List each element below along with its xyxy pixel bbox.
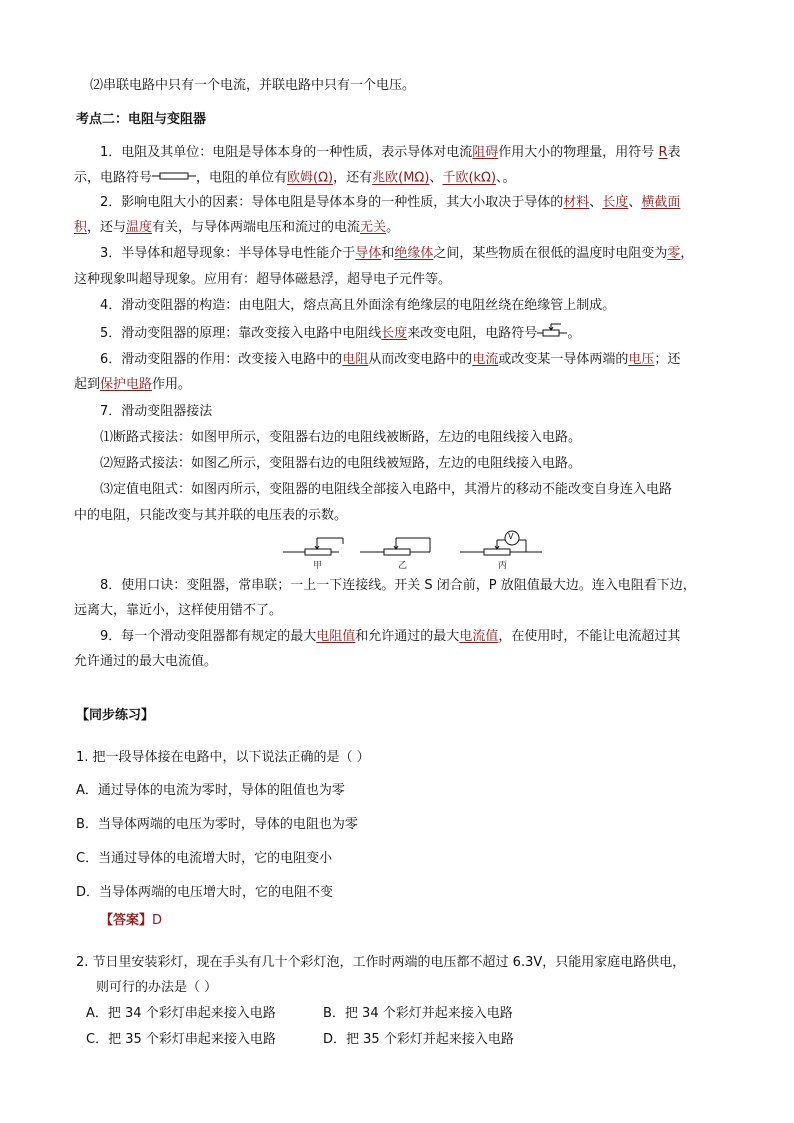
text: 或改变某一导体两端的 xyxy=(498,352,629,367)
item-3-line-1 xyxy=(100,244,693,264)
answer-label: 【答案】 xyxy=(100,913,153,928)
item-1-line-1 xyxy=(100,143,681,163)
answer-blank: 电压 xyxy=(628,352,655,367)
answer-blank: 横截面 xyxy=(641,195,681,210)
text: ；还 xyxy=(654,352,681,367)
text: ，还有 xyxy=(333,170,373,186)
text: 有关，与导体两端电压和流过的电流 xyxy=(152,220,361,235)
rheostat-symbol-icon xyxy=(537,322,567,345)
item-7-short-circuit: ⑵短路式接法：如图乙所示，变阻器右边的电阻线被短路，左边的电阻线接入电路。 xyxy=(100,456,582,471)
answer-blank: 温度 xyxy=(126,220,153,235)
text: 表 xyxy=(667,145,681,160)
question-2-stem-2: 则可行的办法是（ ） xyxy=(96,980,218,995)
text: 之间，某些物质在很低的温度时电阻变为 xyxy=(433,246,668,261)
item-7-fixed-resistor-2: 中的电阻，只能改变与其并联的电压表的示数。 xyxy=(74,508,348,523)
item-5 xyxy=(100,322,580,345)
item-4: 4．滑动变阻器的构造：由电阻大，熔点高且外面涂有绝缘层的电阻丝绕在绝缘管上制成。 xyxy=(100,298,616,313)
question-1-stem: 1. 把一段导体接在电路中，以下说法正确的是（ ） xyxy=(76,750,370,765)
text: 作用。 xyxy=(152,377,192,392)
question-1-option-c: C．当通过导体的电流增大时，它的电阻变小 xyxy=(76,851,333,866)
text: ，电阻的单位有 xyxy=(196,170,288,186)
figure-label-bing: 丙 xyxy=(498,561,508,571)
answer-value: D xyxy=(152,913,163,928)
item-7-title: 7．滑动变阻器接法 xyxy=(100,404,213,419)
item-8-line-2: 远离大，靠近小，这样使用错不了。 xyxy=(74,603,283,618)
question-1-option-d: D．当导体两端的电压增大时，它的电阻不变 xyxy=(76,885,334,900)
text: 、 xyxy=(589,195,603,210)
answer-blank: R xyxy=(658,145,668,160)
item-7-open-circuit: ⑴断路式接法：如图甲所示，变阻器右边的电阻线被断路，左边的电阻线接入电路。 xyxy=(100,430,582,445)
text: 。 xyxy=(386,220,400,235)
figure-label-jia: 甲 xyxy=(313,561,323,571)
item-8-line-1: 8．使用口诀：变阻器，常串联；一上一下连接线。开关 S 闭合前，P 放阻值最大边。连入电阻看下边， xyxy=(100,578,696,593)
voltmeter-label: V xyxy=(508,532,514,541)
circuit-jia-icon xyxy=(283,534,349,558)
item-2-line-1 xyxy=(100,193,680,213)
item-1-line-2 xyxy=(74,168,516,189)
item-3-line-2: 这种现象叫超导现象。应用有：超导体磁悬浮，超导电子元件等。 xyxy=(74,272,452,287)
answer-blank: 电流 xyxy=(472,352,499,367)
rheostat-figure-jia xyxy=(283,534,349,570)
circuit-yi-icon xyxy=(360,534,436,558)
answer-blank: 长度 xyxy=(602,195,629,210)
answer-blank: 长度 xyxy=(381,326,408,341)
text: 、。 xyxy=(496,170,516,186)
figure-label-yi: 乙 xyxy=(398,561,408,571)
answer-blank: 保护电路 xyxy=(100,377,153,392)
text: 作用大小的物理量，用符号 xyxy=(498,145,659,160)
answer-blank: 兆欧(MΩ) xyxy=(372,170,430,186)
circuit-bing-icon xyxy=(460,526,544,558)
text: 5．滑动变阻器的原理：靠改变接入电路中电阻线 xyxy=(100,326,382,341)
answer-blank: 千欧(kΩ) xyxy=(442,170,497,186)
answer-blank: 电阻 xyxy=(342,352,369,367)
text: 3．半导体和超导现象：半导体导电性能介于 xyxy=(100,246,356,261)
text: 9．每一个滑动变阻器都有规定的最大 xyxy=(100,629,317,644)
text: 示，电路符号 xyxy=(74,170,153,186)
text: 6．滑动变阻器的作用：改变接入电路中的 xyxy=(100,352,343,367)
answer-blank: 绝缘体 xyxy=(394,246,434,261)
item-2-line-2 xyxy=(74,218,399,238)
text: 1．电阻及其单位：电阻是导体本身的一种性质，表示导体对电流 xyxy=(100,145,473,160)
question-1-option-a: A．通过导体的电流为零时，导体的阻值也为零 xyxy=(76,783,345,798)
text: 来改变电阻，电路符号 xyxy=(407,326,538,341)
text: ， xyxy=(680,246,694,261)
question-2-option-b: B．把 34 个彩灯并起来接入电路 xyxy=(323,1006,513,1021)
text: ，在使用时，不能让电流超过其 xyxy=(498,629,681,644)
text: 2．影响电阻大小的因素：导体电阻是导体本身的一种性质，其大小取决于导体的 xyxy=(100,195,564,210)
item-9-line-1 xyxy=(100,627,680,647)
item-7-fixed-resistor-1: ⑶定值电阻式：如图丙所示，变阻器的电阻线全部接入电路中，其滑片的移动不能改变自身连入电路 xyxy=(100,482,673,497)
text: 和 xyxy=(381,246,395,261)
practice-heading: 【同步练习】 xyxy=(76,708,155,723)
answer-blank: 电阻值 xyxy=(316,629,356,644)
text: 从而改变电路中的 xyxy=(368,352,473,367)
question-2-option-a: A．把 34 个彩灯串起来接入电路 xyxy=(86,1006,276,1021)
item-9-line-2: 允许通过的最大电流值。 xyxy=(74,654,218,669)
text: 、 xyxy=(628,195,642,210)
rheostat-figure-bing xyxy=(460,526,544,570)
question-1-answer xyxy=(100,911,162,931)
question-2-stem-1: 2. 节日里安装彩灯，现在手头有几十个彩灯泡，工作时两端的电压都不超过 6.3V，只能用家庭电路供电， xyxy=(76,955,686,970)
item-6-line-2 xyxy=(74,375,191,395)
answer-blank: 阻碍 xyxy=(472,145,499,160)
rheostat-figure-yi xyxy=(360,534,436,570)
text: 、 xyxy=(429,170,443,186)
answer-blank: 导体 xyxy=(355,246,382,261)
question-2-option-c: C．把 35 个彩灯串起来接入电路 xyxy=(86,1032,276,1047)
question-2-option-d: D．把 35 个彩灯并起来接入电路 xyxy=(323,1032,514,1047)
answer-blank: 欧姆(Ω) xyxy=(287,170,334,186)
question-1-option-b: B．当导体两端的电压为零时，导体的电阻也为零 xyxy=(76,817,358,832)
text: 。 xyxy=(567,326,581,341)
text: 起到 xyxy=(74,377,101,392)
series-parallel-note: ⑵串联电路中只有一个电流，并联电路中只有一个电压。 xyxy=(90,78,416,93)
answer-blank: 无关 xyxy=(360,220,387,235)
answer-blank: 材料 xyxy=(563,195,590,210)
section-heading-resistance: 考点二：电阻与变阻器 xyxy=(76,112,207,127)
answer-blank: 积 xyxy=(74,220,88,235)
text: ，还与 xyxy=(87,220,127,235)
text: 和允许通过的最大 xyxy=(355,629,460,644)
item-6-line-1 xyxy=(100,350,680,370)
answer-blank: 电流值 xyxy=(459,629,499,644)
answer-blank: 零 xyxy=(667,246,681,261)
resistor-symbol-icon xyxy=(152,168,196,188)
